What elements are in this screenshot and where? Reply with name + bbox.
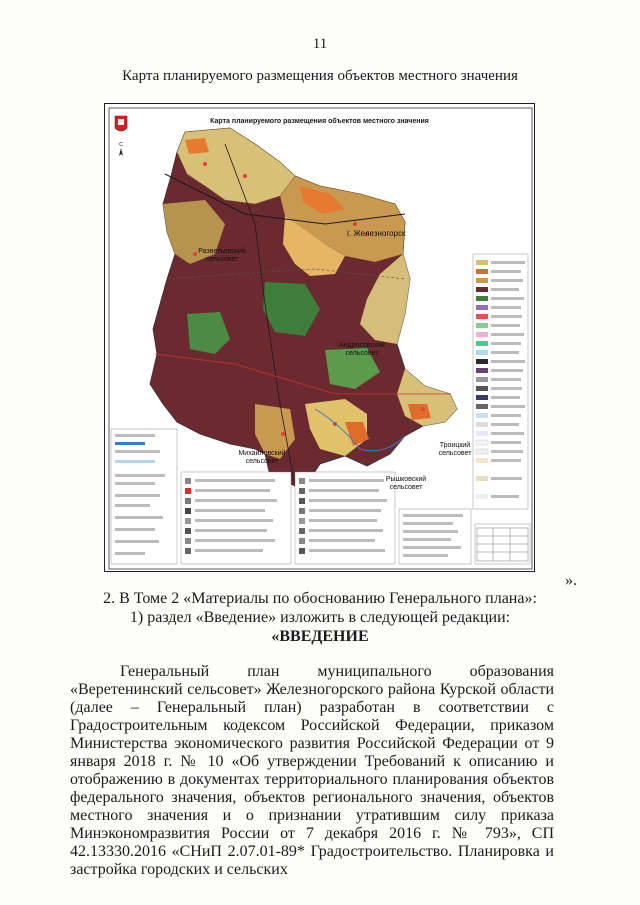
body-paragraph: Генеральный план муниципального образования «Веретенинский сельсовет» Железногорского района Курской области (далее – Генеральный план) разработан в соответствии с Градостроительным кодексом Российской Федерации, приказом Министерства экономического развития Российской Федерации от 9 января 2018 г. № 10 «Об утверждении Требований к описанию и отображению в документах территориального планирования объектов федерального значения, объектов регионального значения, объектов местного значения и о признании утратившим силу приказа Минэкономразвития России от 7 декабря 2016 г. № 793», СП 42.13330.2016 «СНиП 2.07.01-89* Градостроительство. Планировка и застройка городских и сельских xyxy=(70,663,554,878)
figure-caption: Карта планируемого размещения объектов местного значения xyxy=(122,68,518,84)
map-label-androsovsky: Андросовский сельсовет xyxy=(339,342,385,357)
map-drawing xyxy=(105,104,535,572)
map-label-razvetevsky: Разветьевский сельсовет xyxy=(198,248,246,263)
planning-map xyxy=(104,103,535,572)
map-label-ryshkovsky: Рышковский сельсовет xyxy=(385,476,427,491)
map-label-mikhailovsky: Михайловский сельсовет xyxy=(238,450,286,465)
section-heading: «ВВЕДЕНИЕ xyxy=(271,628,369,645)
page-number: 11 xyxy=(312,36,328,52)
map-title: Карта планируемого размещения объектов местного значения xyxy=(210,118,429,125)
map-legend xyxy=(473,254,528,509)
north-arrow-icon xyxy=(119,142,123,156)
map-label-troitsky: Троицкий сельсовет xyxy=(438,442,472,457)
svg-text:С: С xyxy=(119,142,123,148)
item-2-text: 2. В Томе 2 «Материалы по обоснованию Генерального плана»: xyxy=(103,590,537,607)
item-2-1-text: 1) раздел «Введение» изложить в следующей редакции: xyxy=(129,609,511,626)
close-quote: ». xyxy=(565,572,577,589)
map-label-zheleznogorsk: г. Железногорск xyxy=(347,229,406,238)
